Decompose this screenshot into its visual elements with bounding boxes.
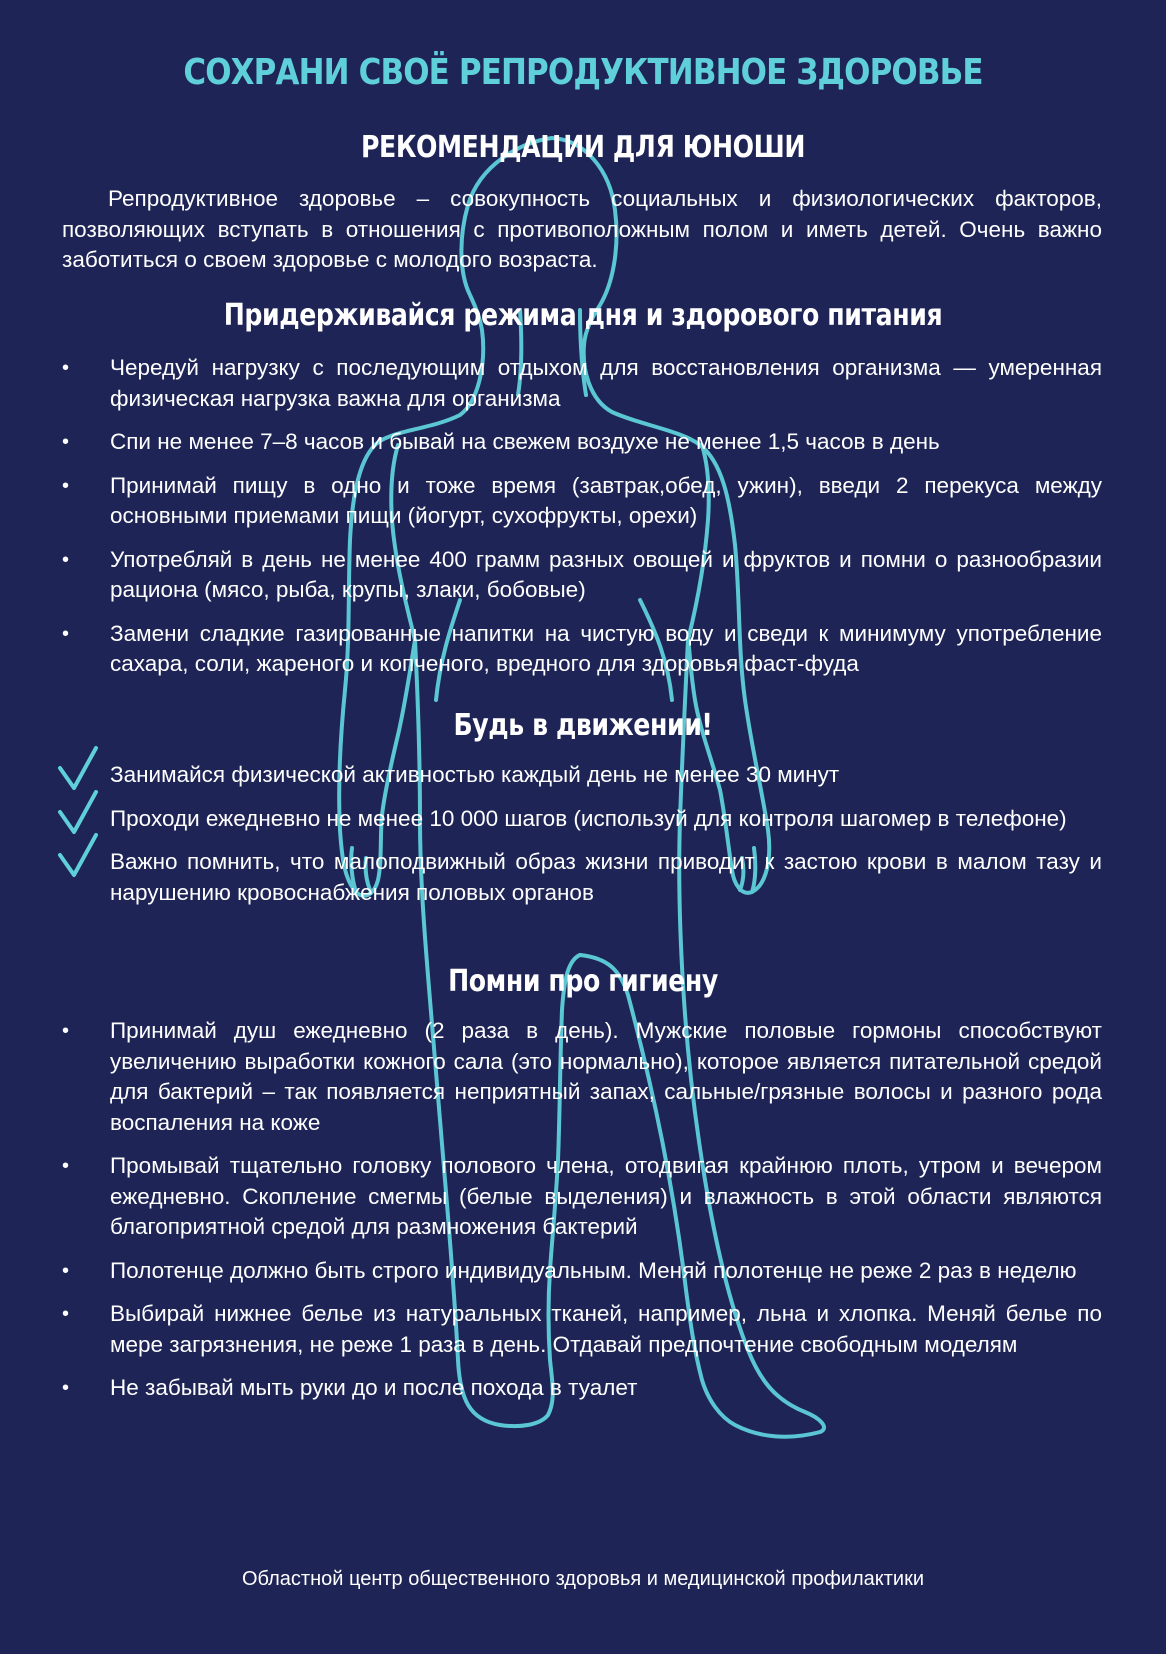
list-item: • Принимай пищу в одно и тоже время (завтрак,обед, ужин), введи 2 перекуса между основными приемами пищи (йогурт, сухофрукты, орехи) bbox=[62, 472, 1102, 528]
list-item: • Выбирай нижнее белье из натуральных тканей, например, льна и хлопка. Меняй белье по мере загрязнения, не реже 1 раза в день. Отдавай предпочтение свободным моделям bbox=[62, 1301, 1102, 1357]
list-item: Важно помнить, что малоподвижный образ жизни приводит к застою крови в малом тазу и нарушению кровоснабжения половых органов bbox=[62, 847, 1102, 908]
bullet-icon: • bbox=[62, 431, 70, 453]
hygiene-list bbox=[62, 1016, 1102, 1417]
section-heading-regime: Придерживайся режима дня и здорового питания bbox=[223, 298, 943, 333]
list-item: • Чередуй нагрузку с последующим отдыхом для восстановления организма — умеренная физическая нагрузка важна для организма bbox=[62, 355, 1102, 411]
regime-list bbox=[62, 353, 1102, 693]
bullet-icon: • bbox=[62, 1259, 70, 1282]
bullet-icon: • bbox=[62, 1377, 70, 1399]
list-item: • Замени сладкие газированные напитки на чистую воду и сведи к минимуму употребление сахара, соли, жареного и копченого, вредного для здоровья фаст-фуда bbox=[62, 620, 1102, 676]
footer-organization: Областной центр общественного здоровья и медицинской профилактики bbox=[242, 1568, 924, 1590]
page-title: СОХРАНИ СВОЁ РЕПРОДУКТИВНОЕ ЗДОРОВЬЕ bbox=[183, 52, 983, 93]
bullet-icon: • bbox=[62, 548, 70, 571]
checkmark-icon bbox=[56, 744, 100, 792]
bullet-icon: • bbox=[62, 1155, 70, 1177]
subtitle: РЕКОМЕНДАЦИИ ДЛЯ ЮНОШИ bbox=[361, 130, 805, 165]
bullet-icon: • bbox=[62, 1303, 70, 1325]
list-item: • Принимай душ ежедневно (2 раза в день). Мужские половые гормоны способствуют увеличению выработки кожного сала (это нормально), которое является питательной средой для бактерий – так появляется неприятный запах, сальные/грязные волосы и разного рода воспаления на коже bbox=[62, 1018, 1102, 1135]
list-item: • Полотенце должно быть строго индивидуальным. Меняй полотенце не реже 2 раз в неделю bbox=[62, 1256, 1102, 1287]
list-item: • Спи не менее 7–8 часов и бывай на свежем воздухе не менее 1,5 часов в день bbox=[62, 427, 1102, 458]
section-heading-movement: Будь в движении! bbox=[453, 708, 713, 743]
section-heading-hygiene: Помни про гигиену bbox=[448, 964, 718, 999]
bullet-icon: • bbox=[62, 1020, 70, 1042]
movement-list bbox=[62, 760, 1102, 921]
list-item: • Употребляй в день не менее 400 грамм разных овощей и фруктов и помни о разнообразии рациона (мясо, рыба, крупы, злаки, бобовые) bbox=[62, 546, 1102, 602]
list-item: • Промывай тщательно головку полового члена, отодвигая крайнюю плоть, утром и вечером ежедневно. Скопление смегмы (белые выделения) и влажность в этой области являются благоприятной средой для размножения бактерий bbox=[62, 1153, 1102, 1239]
bullet-icon: • bbox=[62, 474, 70, 497]
list-item: Занимайся физической активностью каждый день не менее 30 минут bbox=[62, 760, 1102, 791]
bullet-icon: • bbox=[62, 357, 70, 379]
checkmark-icon bbox=[56, 831, 100, 879]
list-item: • Не забывай мыть руки до и после похода в туалет bbox=[62, 1373, 1102, 1404]
bullet-icon: • bbox=[62, 622, 70, 645]
checkmark-icon bbox=[56, 788, 100, 836]
list-item: Проходи ежедневно не менее 10 000 шагов (используй для контроля шагомер в телефоне) bbox=[62, 804, 1102, 835]
intro-paragraph: Репродуктивное здоровье – совокупность социальных и физиологических факторов, позволяющих вступать в отношения с противоположным полом и иметь детей. Очень важно заботиться о своем здоровье с молодого возраста. bbox=[62, 186, 1102, 272]
